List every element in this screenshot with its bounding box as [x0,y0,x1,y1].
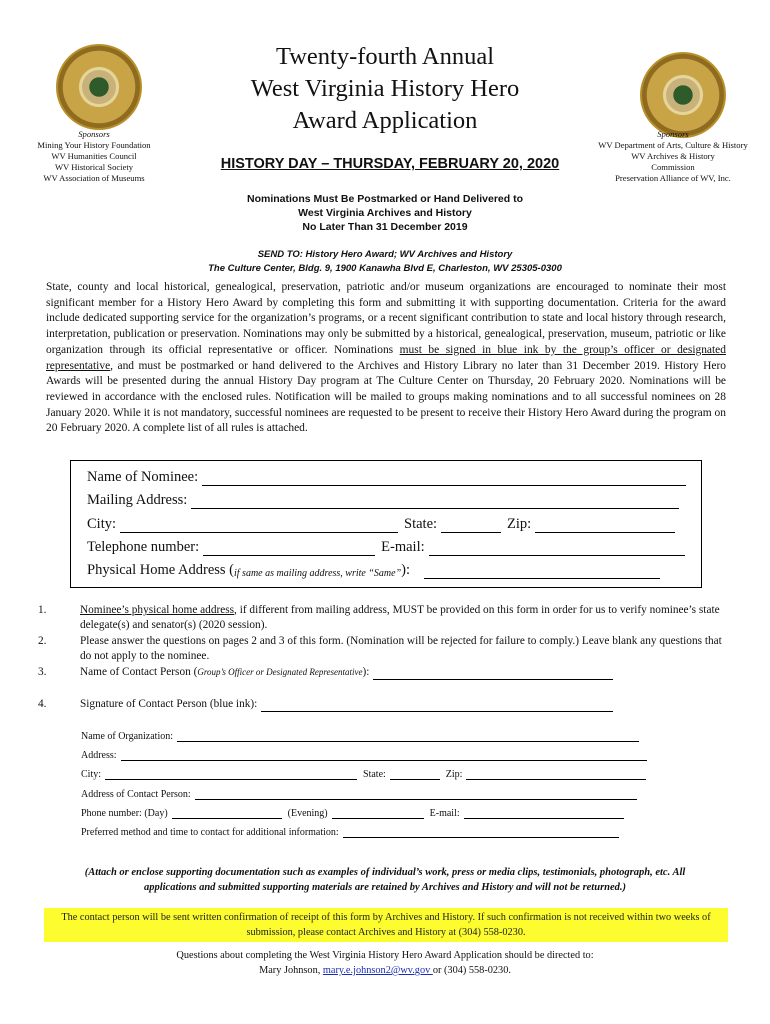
phone-email-row [87,539,691,556]
questions-line: Questions about completing the West Virginia History Hero Award Application should be directed to: [176,950,594,961]
list-item-1 [38,603,738,635]
contact-person-field[interactable] [373,669,613,680]
physical-address-field[interactable] [424,565,660,579]
organization-address-field[interactable] [121,750,647,761]
list-item-4 [38,697,738,713]
sponsor-left-item: WV Humanities Council [51,151,137,161]
sponsors-left-heading: Sponsors [78,129,110,139]
list-item-3 [38,665,738,681]
list-item-1-text: , if different from mailing address, MUST be provided on this form in order for us to verify nominee’s state delegate(s) and senator(s) (2020 session). [80,604,720,632]
physical-address-note: if same as mailing address, write “Same” [234,568,402,579]
organization-state-label: State: [363,769,386,780]
signature-field[interactable] [261,701,613,712]
contact-email-label: E-mail: [429,808,460,819]
phone-day-field[interactable] [172,808,282,819]
contact-phone-row [81,808,661,819]
contact-address-field[interactable] [195,789,637,800]
email-label: E-mail: [381,539,425,555]
nominee-info-box [70,460,702,588]
phone-evening-field[interactable] [332,808,424,819]
sponsors-right-heading: Sponsors [657,129,689,139]
deadline-notice [190,192,580,234]
nominee-name-row [87,469,692,486]
nominee-name-label: Name of Nominee: [87,469,199,485]
zip-field[interactable] [535,519,675,533]
contact-person-label: Name of Contact Person ( [80,666,198,678]
contact-person-note: Group’s Officer or Designated Representative [197,667,363,677]
state-seal-left-icon [56,44,142,130]
mailing-address-label: Mailing Address: [87,492,188,508]
contact-person-end: ): [362,666,370,678]
preferred-contact-label: Preferred method and time to contact for additional information: [81,827,339,838]
title-line-2: West Virginia History Hero [250,75,520,102]
organization-zip-field[interactable] [466,769,646,780]
state-field[interactable] [441,519,501,533]
organization-address-label: Address: [81,750,117,761]
list-number: 4. [38,698,47,710]
contact-name: Mary Johnson, [259,965,323,976]
list-number: 3. [38,666,47,678]
organization-city-row [81,769,661,780]
preferred-contact-field[interactable] [343,827,619,838]
preferred-contact-row [81,827,661,838]
attach-documentation-note: (Attach or enclose supporting documentation such as examples of individual’s work, press or media clips, testimonials, photograph, etc. All applications and submitted supporting materials are retained by Archives and History and will not be returned.) [84,867,686,893]
contact-phone: or (304) 558-0230. [432,965,511,976]
deadline-line-2: West Virginia Archives and History [298,207,472,219]
telephone-field[interactable] [203,542,375,556]
sponsor-right-item: Commission [651,162,695,172]
physical-address-end: ): [401,562,410,578]
organization-name-field[interactable] [177,731,639,742]
physical-address-emphasis: Nominee’s physical home address [80,604,235,616]
signature-label: Signature of Contact Person (blue ink): [80,698,258,710]
list-item-2-text: Please answer the questions on pages 2 and 3 of this form. (Nomination will be rejected for failure to comply.) Leave blank any questions that do not apply to the nominee. [80,635,722,663]
sponsor-right-item: Preservation Alliance of WV, Inc. [615,173,731,183]
title-line-3: Award Application [292,107,478,134]
intro-text-2: , and must be postmarked or hand delivered to the Archives and History Library no later than 31 December 2019. History Hero Awards will be presented during the annual History Day program at The Culture Center on Thursday, 20 February 2020. Nominations will be reviewed in accordance with the enclosed rules. Notification will be mailed to groups making nominations and to all successful nominees on 28 January 2020. While it is not mandatory, successful nominees are requested to be present to receive their History Hero Award during the program on 20 February 2020. A complete list of all rules is attached. [46,359,726,435]
questions-contact [120,948,650,978]
title-line-1: Twenty-fourth Annual [275,43,495,70]
contact-email-link[interactable]: mary.e.johnson2@wv.gov [322,965,433,976]
sponsor-left-item: Mining Your History Foundation [37,140,151,150]
zip-label: Zip: [507,516,532,532]
phone-day-label: Phone number: (Day) [81,808,168,819]
list-number: 1. [38,604,47,616]
organization-address-row [81,750,661,761]
phone-evening-label: (Evening) [287,808,328,819]
send-to-address [160,248,610,276]
deadline-line-3: No Later Than 31 December 2019 [302,221,468,233]
organization-zip-label: Zip: [445,769,463,780]
mailing-address-field[interactable] [191,495,679,509]
organization-name-label: Name of Organization: [81,731,174,742]
deadline-line-1: Nominations Must Be Postmarked or Hand Delivered to [247,193,523,205]
sponsor-right-item: WV Department of Arts, Culture & History [598,140,748,150]
contact-address-label: Address of Contact Person: [81,789,191,800]
list-item-2 [38,634,738,666]
history-day-date: HISTORY DAY – THURSDAY, FEBRUARY 20, 2020 [220,156,560,172]
send-to-line-2: The Culture Center, Bldg. 9, 1900 Kanawha Blvd E, Charleston, WV 25305-0300 [208,263,562,274]
email-field[interactable] [429,542,685,556]
sponsor-left-item: WV Historical Society [54,162,134,172]
contact-address-row [81,789,661,800]
city-label: City: [87,516,117,532]
state-seal-right-icon [640,52,726,138]
physical-address-row [87,562,666,579]
intro-paragraph [46,280,726,437]
sponsors-left [30,129,158,184]
state-label: State: [404,516,438,532]
city-field[interactable] [120,519,398,533]
sponsor-left-item: WV Association of Museums [43,173,145,183]
send-to-line-1: SEND TO: History Hero Award; WV Archives and History [257,249,513,260]
sponsors-right [590,129,756,184]
list-number: 2. [38,635,47,647]
intro-text-1: State, county and local historical, genealogical, preservation, patriotic and/or museum organizations are encouraged to nominate their most significant member for a History Hero Award by completing this form and submitting it with supporting documentation. Criteria for the award include dedicated supporting service for the organization’s programs, or a recent significant contribution to state and local history through research, interpretation, publication or preservation. Nominations may only be submitted by a historical, genealogical, preservation, museum, patriotic or like organization through its official representative or officer. Nominations [46,281,726,356]
physical-address-label: Physical Home Address ( [87,562,234,578]
contact-email-field[interactable] [464,808,624,819]
nominee-name-field[interactable] [202,472,686,486]
organization-state-field[interactable] [390,769,440,780]
confirmation-notice: The contact person will be sent written confirmation of receipt of this form by Archives and History. If such confirmation is not received within two weeks of submission, please contact Archives and History at (304) 558-0230. [44,908,728,942]
organization-city-label: City: [81,769,102,780]
organization-city-field[interactable] [105,769,357,780]
page-title [210,41,560,137]
organization-name-row [81,731,661,742]
telephone-label: Telephone number: [87,539,200,555]
sponsor-right-item: WV Archives & History [631,151,715,161]
mailing-address-row [87,492,685,509]
intro-underlined: must be signed in blue ink by the group’s officer or designated representative [46,343,726,372]
city-state-zip-row [87,516,681,533]
